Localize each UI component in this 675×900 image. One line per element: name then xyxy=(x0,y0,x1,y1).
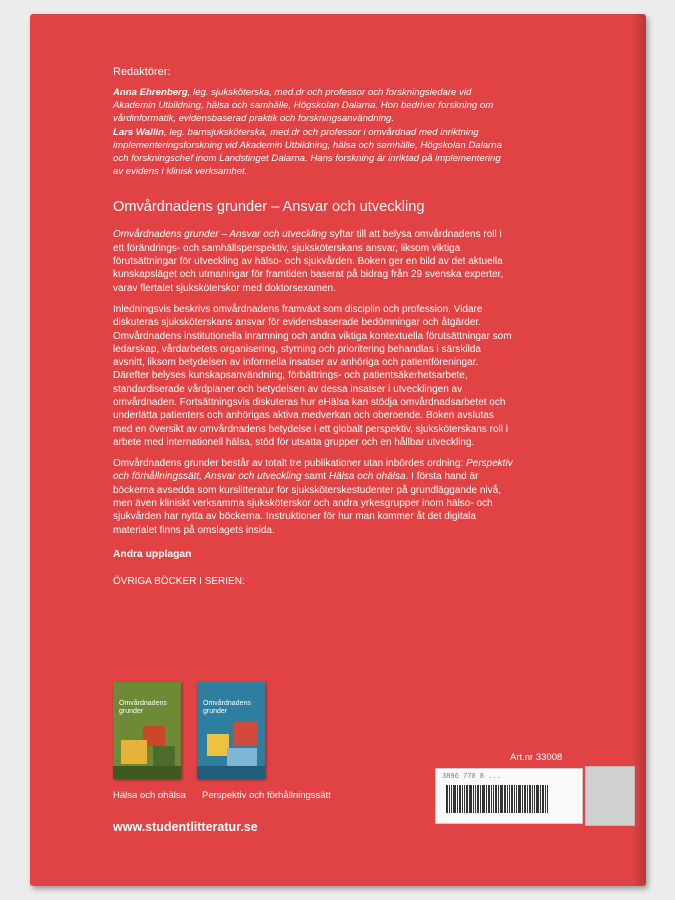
publisher-website: www.studentlitteratur.se xyxy=(113,820,258,834)
barcode xyxy=(446,785,574,813)
book-title xyxy=(113,198,513,216)
barcode-stripe xyxy=(532,785,533,813)
barcode-stripe xyxy=(516,785,517,813)
cover-block-decoration xyxy=(121,740,147,764)
series-caption-halsa: Hälsa och ohälsa xyxy=(113,790,186,801)
barcode-stripe xyxy=(473,785,474,813)
barcode-stripe xyxy=(504,785,506,813)
barcode-stripe xyxy=(475,785,476,813)
barcode-stripe xyxy=(545,785,546,813)
barcode-stripe xyxy=(534,785,535,813)
article-number: Art.nr 33008 xyxy=(510,752,563,763)
barcode-stripe xyxy=(480,785,481,813)
barcode-stripe xyxy=(509,785,510,813)
editor-anna-desc: , leg. sjuksköterska, med.dr och professor och forskningsledare vid Akademin Utbildning, hälsa och samhälle, Högskolan Dalarna. Hon bedriver forskning om vårdinformatik, evidensbaserad praktik och forskningsanvändning. xyxy=(113,87,494,125)
cover-block-decoration xyxy=(113,766,181,779)
barcode-stripe xyxy=(524,785,526,813)
editor-lars-name: Lars Wallin xyxy=(113,126,165,138)
barcode-sticker xyxy=(435,768,583,824)
barcode-stripe xyxy=(464,785,465,813)
barcode-stripe xyxy=(451,785,452,813)
cover-edge-shadow xyxy=(632,14,646,886)
series-label: ÖVRIGA BÖCKER I SERIEN: xyxy=(113,575,245,587)
series-book-cover-perspektiv xyxy=(197,682,265,779)
para3-text1: Omvårdnadens grunder består av totalt tre publikationer utan inbördes ordning: xyxy=(113,458,466,470)
tape-label xyxy=(585,766,635,826)
barcode-stripe xyxy=(498,785,499,813)
series-caption-perspektiv: Perspektiv och förhållningssätt xyxy=(202,790,331,801)
barcode-stripe xyxy=(493,785,494,813)
barcode-stripe xyxy=(527,785,528,813)
description-para-1 xyxy=(113,228,513,294)
barcode-stripe xyxy=(488,785,490,813)
barcode-stripe xyxy=(495,785,497,813)
barcode-stripe xyxy=(536,785,539,813)
barcode-stripe xyxy=(477,785,479,813)
barcode-stripe xyxy=(491,785,492,813)
book-title-sub: – Ansvar och utveckling xyxy=(267,199,425,216)
barcode-stripe xyxy=(462,785,463,813)
editor-anna-name: Anna Ehrenberg xyxy=(113,87,188,98)
cover-block-decoration xyxy=(227,748,257,766)
barcode-stripe xyxy=(453,785,456,813)
barcode-stripe xyxy=(542,785,544,813)
cover-block-decoration xyxy=(153,746,175,766)
barcode-stripe xyxy=(511,785,513,813)
barcode-stripe xyxy=(469,785,472,813)
para3-italic: Perspektiv och förhållningssätt, Ansvar och utveckling xyxy=(113,458,513,483)
edition-label: Andra upplagan xyxy=(113,548,192,560)
barcode-stripe xyxy=(514,785,515,813)
barcode-stripe xyxy=(529,785,531,813)
series-books xyxy=(113,682,265,779)
barcode-stripe xyxy=(547,785,548,813)
para3-text2: samt xyxy=(301,471,329,483)
editor-lars xyxy=(113,126,513,179)
barcode-stripe xyxy=(449,785,450,813)
barcode-stripe xyxy=(507,785,508,813)
sticker-code: 3896 770 8 ... xyxy=(442,773,501,781)
para1-text: syftar till att belysa omvårdnadens roll i ett förändrings- och samhällsperspektiv, sjuksköterskans ansvar, liksom viktiga förutsättningar för utveckling av hälso- och sjukvården. Boken ger en bild av det aktuella kunskapsläget och utmaningar för framtiden baserat på bidrag från 29 svenska experter, varav flertalet sjuksköterskor med doktorsexamen. xyxy=(113,229,504,294)
description-para-3 xyxy=(113,457,513,537)
barcode-stripe xyxy=(500,785,503,813)
barcode-stripe xyxy=(518,785,521,813)
para1-italic: Omvårdnadens grunder – Ansvar och utveckling xyxy=(113,229,327,241)
cover-block-decoration xyxy=(197,766,265,779)
book-title-main: Omvårdnadens grunder xyxy=(113,199,268,216)
barcode-stripe xyxy=(457,785,458,813)
series-book-cover-title: Omvårdnadens grunder xyxy=(203,700,251,715)
series-book-cover-halsa xyxy=(113,682,181,779)
editor-lars-desc: , leg. barnsjuksköterska, med.dr och professor i omvårdnad med inriktning implementeringsforskning vid Akademin Utbildning, hälsa och samhälle, Högskolan Dalarna och forskningschef inom Landstinget Dalarna. Hans forskning är inriktad på implementering av evidens i klinisk verksamhet. xyxy=(113,126,502,178)
description-para-2: Inledningsvis beskrivs omvårdnadens framväxt som disciplin och profession. Vidare diskuteras sjuksköterskans ansvar för evidensbaserade bedömningar och åtgärder. Omvårdnadens institutionella inramning och andra viktiga kontextuella förutsättningar som ledarskap, vårdarbetets organisering, styrning och prioritering behandlas i särskilda avsnitt, liksom betydelsen av informella insatser av anhöriga och patientföreningar. Därefter belyses kunskapsanvändning, förbättrings- och patientsäkerhetsarbete, standardiserade vårdplaner och betydelsen av dessa insatser i utvecklingen av omvårdnaden. Fortsättningsvis diskuteras hur eHälsa kan stödja omvårdnadsarbetet och underlätta patienters och anhörigas aktiva medverkan och oberoende. Boken avslutas med en översikt av omvårdnadens betydelse i ett globalt perspektiv, sjuksköterskans roll i arbete med internationell hälsa, stöd för utsatta grupper och en hållbar utveckling. xyxy=(113,303,512,448)
barcode-stripe xyxy=(540,785,541,813)
barcode-stripe xyxy=(522,785,523,813)
barcode-stripe xyxy=(459,785,461,813)
cover-block-decoration xyxy=(233,722,257,746)
para3-italic2: Hälsa och ohälsa xyxy=(328,471,406,483)
barcode-stripe xyxy=(446,785,448,813)
series-book-cover-title: Omvårdnadens grunder xyxy=(119,700,167,715)
barcode-stripe xyxy=(486,785,487,813)
barcode-stripe xyxy=(466,785,468,813)
editors-section xyxy=(113,86,513,178)
barcode-stripe xyxy=(482,785,485,813)
cover-text xyxy=(113,66,513,587)
editors-label: Redaktörer: xyxy=(113,66,171,78)
editor-anna xyxy=(113,86,513,126)
para3-text3: . I första hand är böckerna avsedda som kurslitteratur för sjuksköterskestudenter på grundläggande nivå, men även kliniskt verksamma sjuksköterskor och andra yrkesgrupper inom hälso- och sjukvården har nytta av böckerna. Instruktioner för hur man kommer åt det digitala materialet finns på omslagets insida. xyxy=(113,471,501,536)
cover-block-decoration xyxy=(207,734,229,756)
